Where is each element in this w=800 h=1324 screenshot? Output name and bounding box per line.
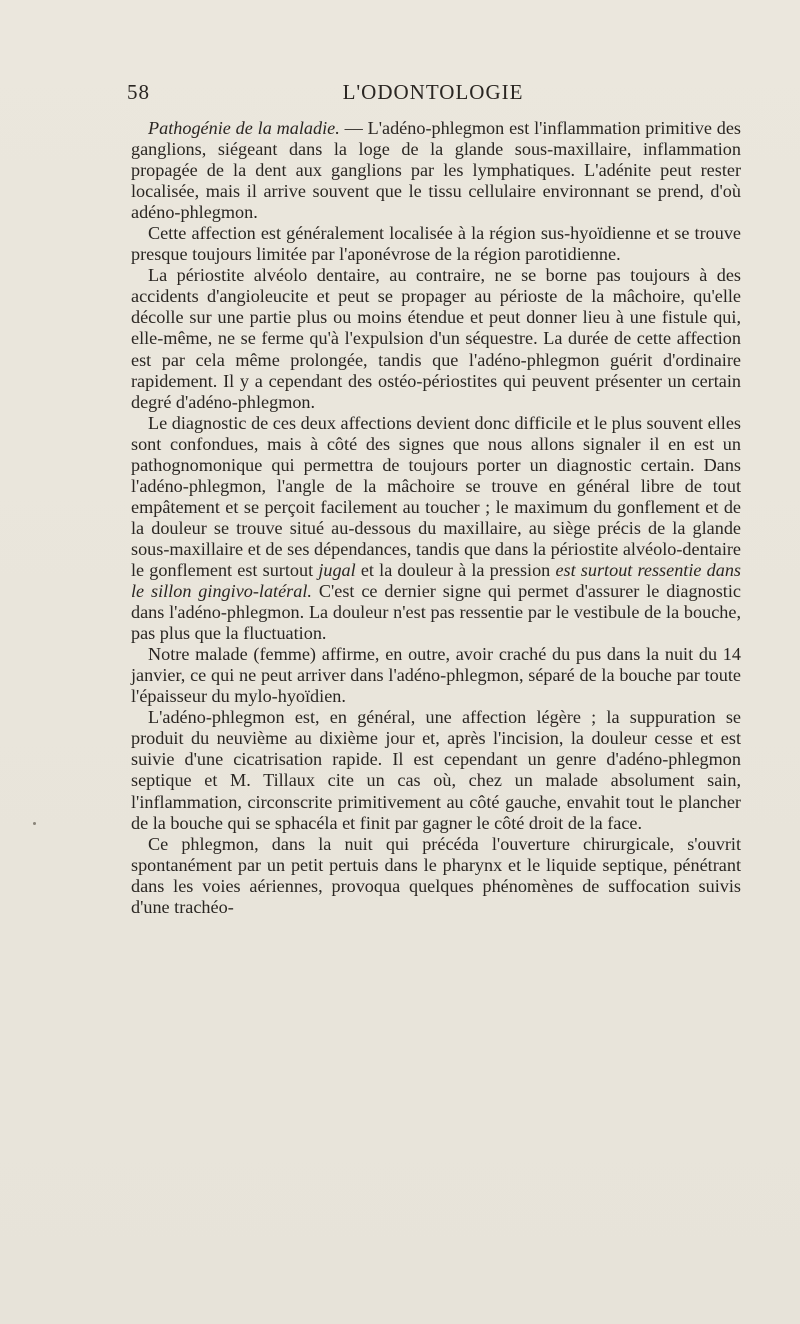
paragraph-localisation: [131, 223, 741, 265]
paragraph-malade: [131, 644, 741, 707]
paragraph-text: — L'adéno-phlegmon est l'inflammation primitive des ganglions, siégeant dans la loge de la glande sous-maxillaire, inflammation propagée de la dent aux ganglions par les lymphatiques. L'adénite peut rester localisée, mais il arrive souvent que le tissu cellulaire environnant se prend, d'où adéno-phlegmon.: [131, 118, 741, 223]
italic-phrase: est surtout ressentie dans le sillon gingivo-latéral.: [131, 559, 741, 602]
paragraph-text: Cette affection est généralement localisée à la région sus-hyoïdienne et se trouve presque toujours limitée par l'aponévrose de la région parotidienne.: [131, 223, 741, 265]
paragraph-text: C'est ce dernier signe qui permet d'assurer le diagnostic dans l'adéno-phlegmon. La douleur n'est pas ressentie par le vestibule de la bouche, pas plus que la fluctuation.: [131, 581, 741, 644]
paragraph-diagnostic: [131, 413, 741, 645]
paragraph-phlegmon: [131, 834, 741, 918]
paragraph-text: Le diagnostic de ces deux affections devient donc difficile et le plus souvent elles sont confondues, mais à côté des signes que nous allons signaler il en est un pathognomonique qui permettra de toujours porter un diagnostic certain. Dans l'adéno-phlegmon, l'angle de la mâchoire se trouve en général libre de tout empâtement et se perçoit facilement au toucher ; le maximum du gonflement et de la douleur se trouve situé au-dessous du maxillaire, au siège précis de la glande sous-maxillaire et de ses dépendances, tandis que dans la périostite alvéolo-dentaire le gonflement est surtout: [131, 412, 741, 580]
paragraph-pathogenie: [131, 118, 741, 223]
page-header: [127, 80, 739, 110]
paragraph-text: Notre malade (femme) affirme, en outre, avoir craché du pus dans la nuit du 14 janvier, ce qui ne peut arriver dans l'adéno-phlegmon, séparé de la bouche par toute l'épaisseur du mylo-hyoïdien.: [131, 644, 741, 707]
paragraph-periostite: [131, 265, 741, 412]
italic-term: jugal: [318, 559, 356, 580]
paragraph-suppuration: [131, 707, 741, 833]
paragraph-text: L'adéno-phlegmon est, en général, une affection légère ; la suppuration se produit du neuvième au dixième jour et, après l'incision, la douleur cesse et est suivie d'une cicatrisation rapide. Il est cependant un genre d'adéno-phlegmon septique et M. Tillaux cite un cas où, chez un malade absolument sain, l'inflammation, circonscrite primitivement au côté gauche, envahit tout le plancher de la bouche qui se sphacéla et finit par gagner le côté droit de la face.: [131, 707, 741, 833]
paragraph-text: Ce phlegmon, dans la nuit qui précéda l'ouverture chirurgicale, s'ouvrit spontanément par un petit pertuis dans le pharynx et le liquide septique, pénétrant dans les voies aériennes, provoqua quelques phénomènes de suffocation suivis d'une trachéo-: [131, 833, 741, 917]
paper-speck: [33, 822, 36, 825]
paragraph-text: et la douleur à la pression: [355, 559, 556, 580]
paragraph-text: La périostite alvéolo dentaire, au contraire, ne se borne pas toujours à des accidents d'angioleucite et peut se propager au périoste de la mâchoire, qu'elle décolle sur une partie plus ou moins étendue et peut donner lieu à une fistule qui, elle-même, ne se ferme qu'à l'expulsion d'un séquestre. La durée de cette affection est par cela même prolongée, tandis que l'adéno-phlegmon guérit d'ordinaire rapidement. Il y a cependant des ostéo-périostites qui peuvent présenter un certain degré d'adéno-phlegmon.: [131, 265, 741, 412]
section-heading: Pathogénie de la maladie.: [148, 118, 340, 138]
page-number: 58: [127, 80, 150, 104]
body-text: [131, 118, 741, 918]
running-title: L'ODONTOLOGIE: [342, 80, 524, 104]
